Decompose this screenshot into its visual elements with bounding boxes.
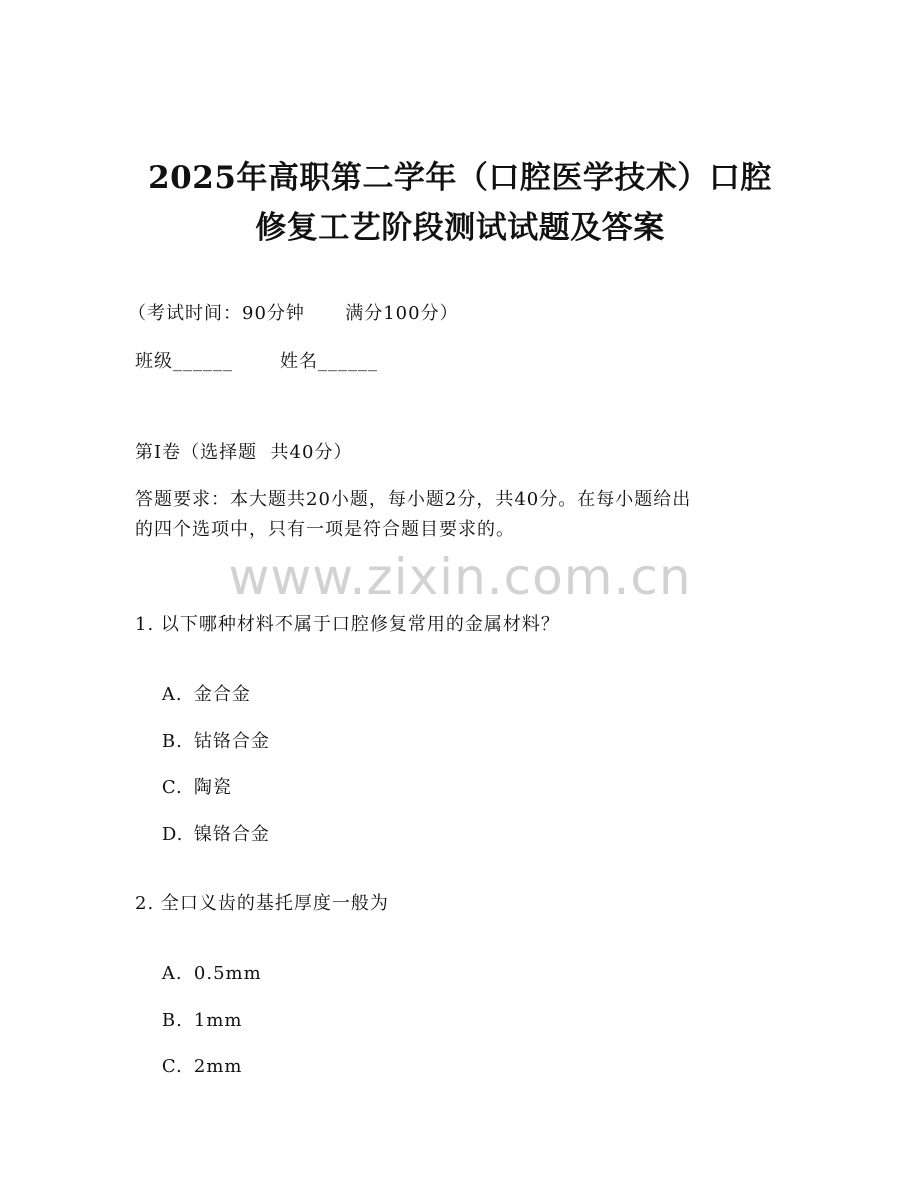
option-text: 陶瓷 — [193, 777, 232, 798]
option-text: 镍铬合金 — [193, 824, 270, 845]
option-text: 金合金 — [193, 684, 251, 705]
watermark: www.zixin.com.cn — [228, 548, 692, 606]
exam-info: （考试时间：90分钟 满分100分） — [128, 303, 459, 324]
option-letter: A. — [161, 684, 183, 705]
question-2-stem: 2. 全口义齿的基托厚度一般为 — [135, 893, 389, 914]
option-letter: A. — [161, 963, 183, 984]
option-letter: D. — [161, 824, 184, 845]
question-1-option-d — [135, 799, 270, 871]
option-text: 0.5mm — [193, 963, 262, 984]
option-letter: C. — [161, 1056, 183, 1077]
section-heading: 第I卷（选择题 共40分） — [135, 442, 353, 463]
question-1-stem: 1. 以下哪种材料不属于口腔修复常用的金属材料？ — [135, 614, 560, 635]
document-title-line-1: 2025年高职第二学年（口腔医学技术）口腔 — [148, 160, 772, 196]
instructions-line-2: 的四个选项中，只有一项是符合题目要求的。 — [135, 519, 515, 540]
document-title-line-2: 修复工艺阶段测试试题及答案 — [255, 210, 665, 246]
option-letter: C. — [161, 777, 183, 798]
option-text: 2mm — [193, 1056, 243, 1077]
option-letter: B. — [161, 1010, 183, 1031]
question-2-option-c — [135, 1031, 242, 1103]
instructions-line-1: 答题要求：本大题共20小题，每小题2分，共40分。在每小题给出 — [135, 489, 692, 510]
option-letter: B. — [161, 731, 183, 752]
option-text: 钴铬合金 — [193, 731, 270, 752]
option-text: 1mm — [193, 1010, 243, 1031]
class-name-line: 班级______ 姓名______ — [135, 351, 379, 372]
